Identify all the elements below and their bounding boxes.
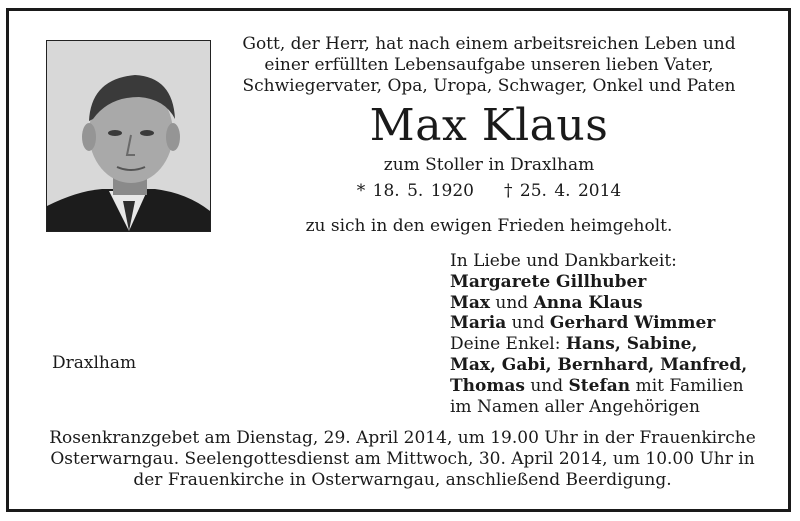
intro-line: Schwiegervater, Opa, Uropa, Schwager, Onkel und Paten <box>242 76 736 96</box>
portrait-photo <box>46 40 211 232</box>
mourner-line <box>450 355 770 376</box>
closing-line: zu sich in den ewigen Frieden heimgeholt. <box>305 216 673 236</box>
enkel-label: Deine Enkel: <box>450 334 566 355</box>
death-date: † 25. 4. 2014 <box>504 181 622 201</box>
mourners-intro: In Liebe und Dankbarkeit: <box>450 251 677 271</box>
service-info <box>40 428 765 491</box>
intro-line: Gott, der Herr, hat nach einem arbeitsreichen Leben und <box>242 34 736 54</box>
town-name: Draxlham <box>52 353 137 373</box>
mourner-line <box>450 334 770 355</box>
residence-line: zum Stoller in Draxlham <box>383 155 595 175</box>
mourner-name: Thomas <box>450 375 525 396</box>
service-line: Osterwarngau. Seelengottesdienst am Mittwoch, 30. April 2014, um 10.00 Uhr in <box>50 449 755 469</box>
mourner-name: Max, Gabi, Bernhard, Manfred, <box>450 354 748 375</box>
mourner-name: Maria <box>450 313 507 334</box>
mourner-line <box>450 272 770 293</box>
mourner-name: Stefan <box>568 375 631 396</box>
mourner-line <box>450 313 770 334</box>
birth-date: * 18. 5. 1920 <box>356 181 474 201</box>
mourner-name: Anna Klaus <box>533 292 643 313</box>
intro-line: einer erfüllten Lebensaufgabe unseren lieben Vater, <box>264 55 714 75</box>
service-line: Rosenkranzgebet am Dienstag, 29. April 2014, um 19.00 Uhr in der Frauenkirche <box>49 428 756 448</box>
mourners-closing: im Namen aller Angehörigen <box>450 396 700 417</box>
deceased-name: Max Klaus <box>369 100 609 151</box>
mourner-name: Gerhard Wimmer <box>549 313 716 334</box>
conjunction: und <box>489 292 534 313</box>
families-suffix: mit Familien <box>630 375 744 396</box>
conjunction: und <box>524 375 569 396</box>
mourner-name: Max <box>450 292 490 313</box>
mourner-line <box>450 293 770 314</box>
mourners-block <box>450 251 770 417</box>
mourner-line <box>450 376 770 397</box>
service-line: der Frauenkirche in Osterwarngau, anschließend Beerdigung. <box>133 470 672 490</box>
life-dates <box>224 180 754 202</box>
mourner-name: Hans, Sabine, <box>565 334 698 355</box>
intro-text <box>224 34 754 97</box>
conjunction: und <box>506 313 550 334</box>
mourner-name: Margarete Gillhuber <box>450 271 647 292</box>
